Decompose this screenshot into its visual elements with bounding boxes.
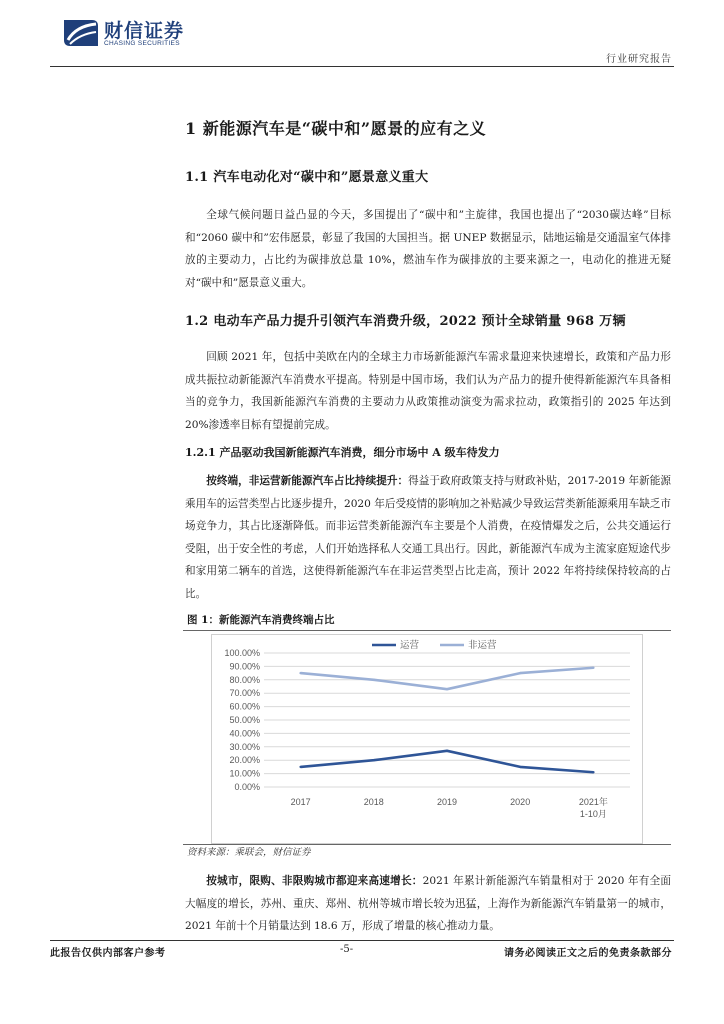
page-number: -5- xyxy=(340,944,354,955)
footer-disclaimer: 请务必阅读正文之后的免责条款部分 xyxy=(504,948,672,959)
data-point xyxy=(592,771,594,773)
paragraph-body-terminal: 得益于政府政策支持与财政补贴，2017-2019 年新能源乘用车的运营类型占比逐步提升，2020 年后受疫情的影响加之补贴减少导致运营类新能源乘用车缺乏市场竞争力，其占比逐渐降低。而非运营类新能源汽车主要是个人消费，在疫情爆发之后，公共交通运行受阻，出于安全性的考虑，人们开始选择私人交通工具出行。因此，新能源汽车成为主流家庭短途代步和家用第二辆车的首选，这使得新能源汽车在非运营类型占比走高，预计 2022 年将持续保持较高的占比。 xyxy=(185,475,671,600)
x-tick-label: 2018 xyxy=(363,797,384,807)
section-heading-1-2-1: 1.2.1 产品驱动我国新能源汽车消费，细分市场中 A 级车待发力 xyxy=(185,446,500,459)
section-heading-1-1: 1.1 汽车电动化对“碳中和”愿景意义重大 xyxy=(185,170,429,185)
data-point xyxy=(519,766,521,768)
y-tick-label: 30.00% xyxy=(229,741,260,752)
legend-label: 非运营 xyxy=(468,640,497,651)
paragraph-by-city xyxy=(185,870,671,938)
logo-english-name: CHASING SECURITIES xyxy=(104,40,180,47)
figure-top-rule xyxy=(183,630,671,631)
y-tick-label: 90.00% xyxy=(229,661,260,672)
company-logo xyxy=(62,16,222,52)
figure-title: 图 1：新能源汽车消费终端占比 xyxy=(187,614,335,626)
x-tick-label: 2019 xyxy=(436,797,458,807)
y-tick-label: 40.00% xyxy=(229,728,260,739)
data-point xyxy=(299,766,301,768)
y-tick-label: 80.00% xyxy=(229,674,260,685)
legend-label: 运营 xyxy=(400,640,420,651)
paragraph-review-2021: 回顾 2021 年，包括中美欧在内的全球主力市场新能源汽车需求量迎来快速增长，政策和产品力形成共振拉动新能源汽车消费水平提高。特别是中国市场，我们认为产品力的提升使得新能源汽车具备相当的竞争力，我国新能源汽车消费的主要动力从政策推动演变为需求拉动，政策指引的 2025 年达到 20%渗透率目标有望提前完成。 xyxy=(185,351,671,431)
paragraph-by-terminal xyxy=(185,470,671,605)
x-tick-label: 2021年 xyxy=(578,797,608,807)
y-tick-label: 10.00% xyxy=(229,768,260,779)
footer-notice: 此报告仅供内部客户参考 xyxy=(50,948,166,959)
section-heading-1: 1 新能源汽车是“碳中和”愿景的应有之义 xyxy=(185,119,487,138)
data-point xyxy=(446,750,448,752)
paragraph-carbon-neutral: 全球气候问题日益凸显的今天，多国提出了“碳中和”主旋律，我国也提出了“2030碳达峰”目标和“2060 碳中和”宏伟愿景，彰显了我国的大国担当。据 UNEP 数据显示，陆地运输是交通温室气体排放的主要动力，占比约为碳排放总量 10%，燃油车作为碳排放的主要来源之一，电动化的推进无疑对“碳中和”愿景意义重大。 xyxy=(185,209,671,289)
y-tick-label: 100.00% xyxy=(224,648,260,658)
data-point xyxy=(373,759,375,761)
x-tick-label: 2020 xyxy=(510,797,531,807)
series-line-2 xyxy=(301,668,594,689)
line-chart xyxy=(212,635,642,843)
header-divider xyxy=(50,66,674,67)
data-point xyxy=(519,672,521,674)
paragraph-lead-city: 按城市，限购、非限购城市都迎来高速增长： xyxy=(206,875,423,887)
figure-source: 资料来源：乘联会，财信证券 xyxy=(187,847,311,858)
paragraph-lead-terminal: 按终端，非运营新能源汽车占比持续提升： xyxy=(206,475,409,487)
x-tick-label: 2017 xyxy=(290,797,311,807)
y-tick-label: 20.00% xyxy=(229,755,260,766)
logo-mark-icon xyxy=(62,16,100,50)
data-point xyxy=(446,688,448,690)
logo-chinese-name: 财信证券 xyxy=(104,20,185,42)
section-heading-1-2: 1.2 电动车产品力提升引领汽车消费升级，2022 预计全球销量 968 万辆 xyxy=(185,314,626,329)
chart-container xyxy=(211,634,643,844)
paragraph-body-city: 2021 年累计新能源汽车销量相对于 2020 年有全面大幅度的增长，苏州、重庆、郑州、杭州等城市增长较为迅猛，上海作为新能源汽车销量第一的城市，2021 年前十个月销量达到 18.6 万，形成了增量的核心推动力量。 xyxy=(185,875,672,932)
y-tick-label: 0.00% xyxy=(234,782,260,792)
y-tick-label: 70.00% xyxy=(229,688,260,699)
y-tick-label: 50.00% xyxy=(229,715,260,725)
data-point xyxy=(299,672,301,674)
data-point xyxy=(592,667,594,669)
x-tick-label: 1-10月 xyxy=(579,809,607,819)
document-type: 行业研究报告 xyxy=(606,54,672,65)
data-point xyxy=(373,679,375,681)
footer-divider xyxy=(50,940,674,941)
series-line-1 xyxy=(301,751,594,772)
y-tick-label: 60.00% xyxy=(229,701,260,712)
